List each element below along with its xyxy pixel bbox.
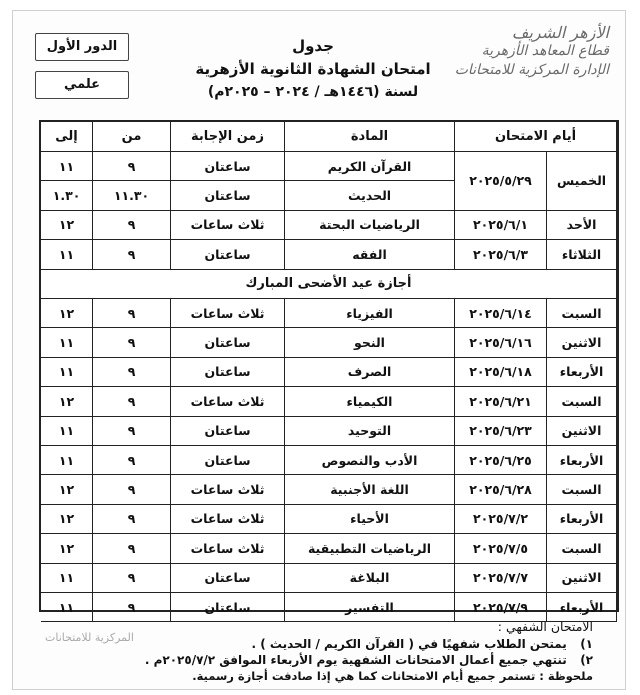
cell-subject: اللغة الأجنبية <box>285 475 455 504</box>
cell-date: ٢٠٢٥/٦/٢٥ <box>455 446 547 475</box>
cell-from: ٩ <box>93 505 171 534</box>
cell-from: ٩ <box>93 593 171 622</box>
cell-from: ٩ <box>93 417 171 446</box>
cell-from: ٩ <box>93 299 171 328</box>
cell-duration: ساعتان <box>171 446 285 475</box>
cell-duration: ثلاث ساعات <box>171 505 285 534</box>
cell-duration: ثلاث ساعات <box>171 387 285 416</box>
cell-day: السبت <box>547 299 617 328</box>
note-item-text: تنتهي جميع أعمال الامتحانات الشفهية يوم الأربعاء الموافق ٢٠٢٥/٧/٢م . <box>144 653 567 667</box>
cell-from: ١١.٣٠ <box>93 181 171 210</box>
notes-section <box>144 619 593 684</box>
logo-line-2: قطاع المعاهد الأزهرية <box>481 43 609 59</box>
cell-day: السبت <box>547 387 617 416</box>
cell-subject: الأدب والنصوص <box>285 446 455 475</box>
header-duration: زمن الإجابة <box>171 122 285 152</box>
cell-duration: ثلاث ساعات <box>171 475 285 504</box>
cell-to: ١١ <box>41 417 93 446</box>
cell-day: السبت <box>547 534 617 563</box>
track-badge: علمي <box>35 71 129 99</box>
cell-from: ٩ <box>93 446 171 475</box>
note-item-2 <box>144 652 593 668</box>
cell-day: الاثنين <box>547 564 617 593</box>
cell-to: ١٢ <box>41 505 93 534</box>
cell-to: ١١ <box>41 328 93 357</box>
logo-line-1: الأزهر الشريف <box>511 23 609 42</box>
cell-to: ١.٣٠ <box>41 181 93 210</box>
cell-date: ٢٠٢٥/٦/٢٨ <box>455 475 547 504</box>
cell-date: ٢٠٢٥/٧/٥ <box>455 534 547 563</box>
cell-day: السبت <box>547 475 617 504</box>
cell-to: ١٢ <box>41 475 93 504</box>
cell-from: ٩ <box>93 564 171 593</box>
cell-from: ٩ <box>93 211 171 240</box>
title-block <box>188 35 438 103</box>
cell-date: ٢٠٢٥/٦/١٦ <box>455 328 547 357</box>
title-exam: امتحان الشهادة الثانوية الأزهرية <box>195 60 431 78</box>
cell-from: ٩ <box>93 152 171 181</box>
cell-subject: الأحياء <box>285 505 455 534</box>
cell-to: ١٢ <box>41 299 93 328</box>
holiday-row: أجازة عيد الأضحى المبارك <box>41 270 617 299</box>
cell-from: ٩ <box>93 534 171 563</box>
cell-to: ١١ <box>41 446 93 475</box>
note-item-1 <box>153 636 593 652</box>
watermark-text: المركزية للامتحانات <box>45 631 134 644</box>
cell-subject: الرياضيات التطبيقية <box>285 534 455 563</box>
cell-duration: ثلاث ساعات <box>171 534 285 563</box>
note-item-number: ٢) <box>580 653 593 667</box>
cell-day: الاثنين <box>547 328 617 357</box>
cell-subject: الحديث <box>285 181 455 210</box>
round-badge: الدور الأول <box>35 33 129 61</box>
cell-day: الاثنين <box>547 417 617 446</box>
cell-to: ١١ <box>41 358 93 387</box>
cell-duration: ساعتان <box>171 181 285 210</box>
cell-from: ٩ <box>93 475 171 504</box>
cell-date: ٢٠٢٥/٦/٢١ <box>455 387 547 416</box>
cell-date: ٢٠٢٥/٥/٢٩ <box>455 152 547 211</box>
exam-schedule-table <box>39 120 619 615</box>
cell-date: ٢٠٢٥/٦/٢٣ <box>455 417 547 446</box>
cell-duration: ثلاث ساعات <box>171 299 285 328</box>
cell-to: ١٢ <box>41 211 93 240</box>
cell-from: ٩ <box>93 387 171 416</box>
cell-subject: الصرف <box>285 358 455 387</box>
cell-day: الأربعاء <box>547 358 617 387</box>
cell-date: ٢٠٢٥/٧/٢ <box>455 505 547 534</box>
header-from: من <box>93 122 171 152</box>
cell-subject: النحو <box>285 328 455 357</box>
cell-subject: البلاغة <box>285 564 455 593</box>
schedule-sheet <box>12 10 626 690</box>
cell-date: ٢٠٢٥/٦/١٨ <box>455 358 547 387</box>
cell-duration: ثلاث ساعات <box>171 211 285 240</box>
remark: ملحوظة : تستمر جميع أيام الامتحانات كما هي إذا صادفت أجازة رسمية. <box>192 669 593 683</box>
cell-day: الأربعاء <box>547 505 617 534</box>
cell-date: ٢٠٢٥/٧/٧ <box>455 564 547 593</box>
cell-to: ١١ <box>41 240 93 269</box>
cell-subject: التفسير <box>285 593 455 622</box>
cell-day: الأحد <box>547 211 617 240</box>
note-item-text: يمتحن الطلاب شفهيًا في ( القرآن الكريم / الحديث ) . <box>251 637 567 651</box>
notes-title: الامتحان الشفهي : <box>497 619 593 634</box>
cell-date: ٢٠٢٥/٦/١ <box>455 211 547 240</box>
cell-to: ١٢ <box>41 387 93 416</box>
cell-duration: ساعتان <box>171 564 285 593</box>
title-year: لسنة (١٤٤٦هـ / ٢٠٢٤ – ٢٠٢٥م) <box>207 84 419 100</box>
cell-subject: القرآن الكريم <box>285 152 455 181</box>
cell-to: ١١ <box>41 152 93 181</box>
header-days: أيام الامتحان <box>455 122 617 152</box>
cell-date: ٢٠٢٥/٧/٩ <box>455 593 547 622</box>
cell-day: الخميس <box>547 152 617 211</box>
cell-from: ٩ <box>93 328 171 357</box>
cell-duration: ساعتان <box>171 593 285 622</box>
cell-subject: الرياضيات البحتة <box>285 211 455 240</box>
cell-duration: ساعتان <box>171 358 285 387</box>
cell-duration: ساعتان <box>171 328 285 357</box>
cell-to: ١٢ <box>41 534 93 563</box>
header-subject: المادة <box>285 122 455 152</box>
cell-date: ٢٠٢٥/٦/٣ <box>455 240 547 269</box>
cell-from: ٩ <box>93 358 171 387</box>
cell-to: ١١ <box>41 564 93 593</box>
cell-subject: التوحيد <box>285 417 455 446</box>
cell-day: الثلاثاء <box>547 240 617 269</box>
azhar-logo <box>419 23 609 80</box>
cell-date: ٢٠٢٥/٦/١٤ <box>455 299 547 328</box>
cell-subject: الفيزياء <box>285 299 455 328</box>
note-item-number: ١) <box>580 637 593 651</box>
title-schedule: جدول <box>292 37 334 55</box>
cell-day: الأربعاء <box>547 446 617 475</box>
logo-line-3: الإدارة المركزية للامتحانات <box>454 62 609 78</box>
cell-duration: ساعتان <box>171 152 285 181</box>
cell-subject: الفقه <box>285 240 455 269</box>
cell-from: ٩ <box>93 240 171 269</box>
cell-duration: ساعتان <box>171 240 285 269</box>
cell-duration: ساعتان <box>171 417 285 446</box>
cell-subject: الكيمياء <box>285 387 455 416</box>
header-to: إلى <box>41 122 93 152</box>
cell-day: الأربعاء <box>547 593 617 622</box>
cell-to: ١١ <box>41 593 93 622</box>
